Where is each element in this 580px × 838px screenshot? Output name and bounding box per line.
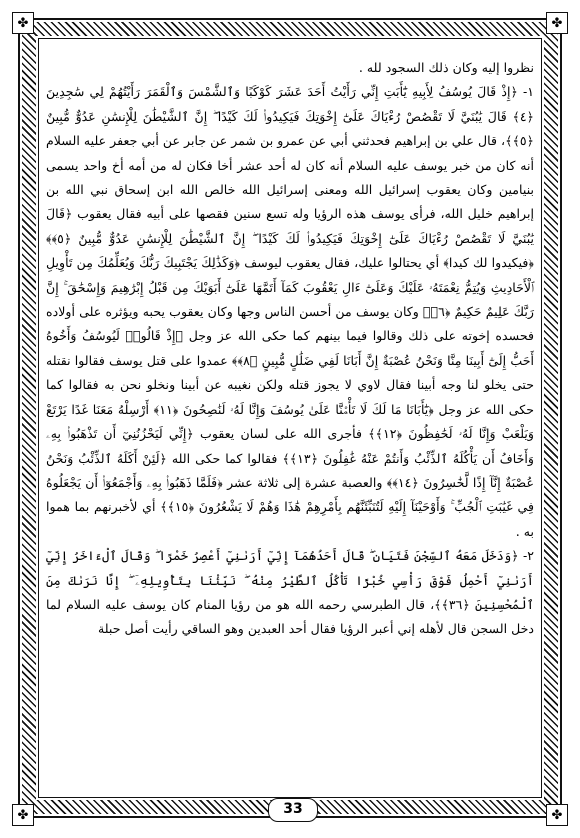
corner-ornament-bottom-left: ✤ <box>12 804 34 826</box>
paragraph-intro: نظروا إليه وكان ذلك السجود لله . <box>358 60 534 75</box>
corner-ornament-top-left: ✤ <box>12 12 34 34</box>
corner-ornament-top-right: ✤ <box>546 12 568 34</box>
page-number: 33 <box>268 798 318 822</box>
corner-ornament-bottom-right: ✤ <box>546 804 568 826</box>
page-text <box>46 56 534 776</box>
paragraph-1: ١- ﴿إِذْ قَالَ يُوسُفُ لِأَبِيهِ يَٰٓأَبَتِ إِنِّي رَأَيْتُ أَحَدَ عَشَرَ كَوْكَبًا وَٱلشَّمْسَ وَٱلْقَمَرَ رَأَيْتُهُمْ لِي سَٰجِدِينَ ﴿٤﴾ قَالَ يَٰبُنَيَّ لَا تَقْصُصْ رُءْيَاكَ عَلَىٰٓ إِخْوَتِكَ فَيَكِيدُوا۟ لَكَ كَيْدًا ۖ إِنَّ ٱلشَّيْطَٰنَ لِلْإِنسَٰنِ عَدُوٌّ مُّبِينٌ ﴿٥﴾﴾، قال علي بن إبراهيم فحدثني أبي عن عمرو بن شمر عن جابر عن أبي جعفر عليه السلام أنه كان من خبر يوسف عليه السلام أنه كان له أحد عشر أخا فكان له من أمه أخ واحد يسمى بنيامين وكان يعقوب إسرائيل الله ومعنى إسرائيل الله خالص الله ابن إسحاق نبي الله بن إبراهيم خليل الله، فرأى يوسف هذه الرؤيا وله تسع سنين فقصها على أبيه فقال يعقوب ﴿قَالَ يَٰبُنَيَّ لَا تَقْصُصْ رُءْيَاكَ عَلَىٰٓ إِخْوَتِكَ فَيَكِيدُوا۟ لَكَ كَيْدًا ۖ إِنَّ ٱلشَّيْطَٰنَ لِلْإِنسَٰنِ عَدُوٌّ مُّبِينٌ ﴿٥﴾﴾ ﴿فيكيدوا لك كيدا﴾ أي يحتالوا عليك، فقال يعقوب ليوسف ﴿وَكَذَٰلِكَ يَجْتَبِيكَ رَبُّكَ وَيُعَلِّمُكَ مِن تَأْوِيلِ ٱلْأَحَادِيثِ وَيُتِمُّ نِعْمَتَهُۥ عَلَيْكَ وَعَلَىٰٓ ءَالِ يَعْقُوبَ كَمَآ أَتَمَّهَا عَلَىٰٓ أَبَوَيْكَ مِن قَبْلُ إِبْرَٰهِيمَ وَإِسْحَٰقَ ۚ إِنَّ رَبَّكَ عَلِيمٌ حَكِيمٌ ﴿٦﴾﴾ وكان يوسف من أحسن الناس وجها وكان يعقوب يحبه ويؤثره على أولاده فحسده إخوته على ذلك وقالوا فيما بينهم كما حكى الله عز وجل ﴿إِذْ قَالُوا۟ لَيُوسُفُ وَأَخُوهُ أَحَبُّ إِلَىٰٓ أَبِينَا مِنَّا وَنَحْنُ عُصْبَةٌ إِنَّ أَبَانَا لَفِي ضَلَٰلٍ مُّبِينٍ ﴿٨﴾﴾ عمدوا على قتل يوسف فقالوا نقتله حتى يخلو لنا وجه أبينا فقال لاوي لا يجوز قتله ولكن نغيبه عن أبينا ونخلو نحن به فقالوا كما حكى الله عز وجل ﴿يَٰٓأَبَانَا مَا لَكَ لَا تَأْمَ۫نَّا عَلَىٰ يُوسُفَ وَإِنَّا لَهُۥ لَنَٰصِحُونَ ﴿١١﴾ أَرْسِلْهُ مَعَنَا غَدًا يَرْتَعْ وَيَلْعَبْ وَإِنَّا لَهُۥ لَحَٰفِظُونَ ﴿١٢﴾﴾ فأجرى الله على لسان يعقوب ﴿إِنِّي لَيَحْزُنُنِيٓ أَن تَذْهَبُوا۟ بِهِۦ وَأَخَافُ أَن يَأْكُلَهُ ٱلذِّئْبُ وَأَنتُمْ عَنْهُ غَٰفِلُونَ ﴿١٣﴾﴾ فقالوا كما حكى الله ﴿لَئِنْ أَكَلَهُ ٱلذِّئْبُ وَنَحْنُ عُصْبَةٌ إِنَّآ إِذًا لَّخَٰسِرُونَ ﴿١٤﴾﴾ والعصبة عشرة إلى ثلاثة عشر ﴿فَلَمَّا ذَهَبُوا۟ بِهِۦ وَأَجْمَعُوٓا۟ أَن يَجْعَلُوهُ فِي غَيَٰبَتِ ٱلْجُبِّ ۚ وَأَوْحَيْنَآ إِلَيْهِ لَتُنَبِّئَنَّهُم بِأَمْرِهِمْ هَٰذَا وَهُمْ لَا يَشْعُرُونَ ﴿١٥﴾﴾ أي لأخبرنهم بما هموا به . <box>46 84 535 539</box>
paragraph-2: ٢- ﴿وَدَخَلَ مَعَهُ ٱلسِّجْنَ فَتَيَانِ ۖ قَالَ أَحَدُهُمَآ إِنِّيٓ أَرَىٰنِيٓ أَعْصِرُ خَمْرًا ۖ وَقَالَ ٱلْءَاخَرُ إِنِّيٓ أَرَىٰنِيٓ أَحْمِلُ فَوْقَ رَأْسِي خُبْزًا تَأْكُلُ ٱلطَّيْرُ مِنْهُ ۖ نَبِّئْنَا بِتَأْوِيلِهِۦٓ ۖ إِنَّا نَرَىٰكَ مِنَ ٱلْمُحْسِنِينَ ﴿٣٦﴾﴾، قال الطبرسي رحمه الله هو من رؤيا المنام كان يوسف عليه السلام لما دخل السجن قال لأهله إني أعبر الرؤيا فقال أحد العبدين وهو الساقي رأيت أصل حبلة <box>46 548 534 637</box>
